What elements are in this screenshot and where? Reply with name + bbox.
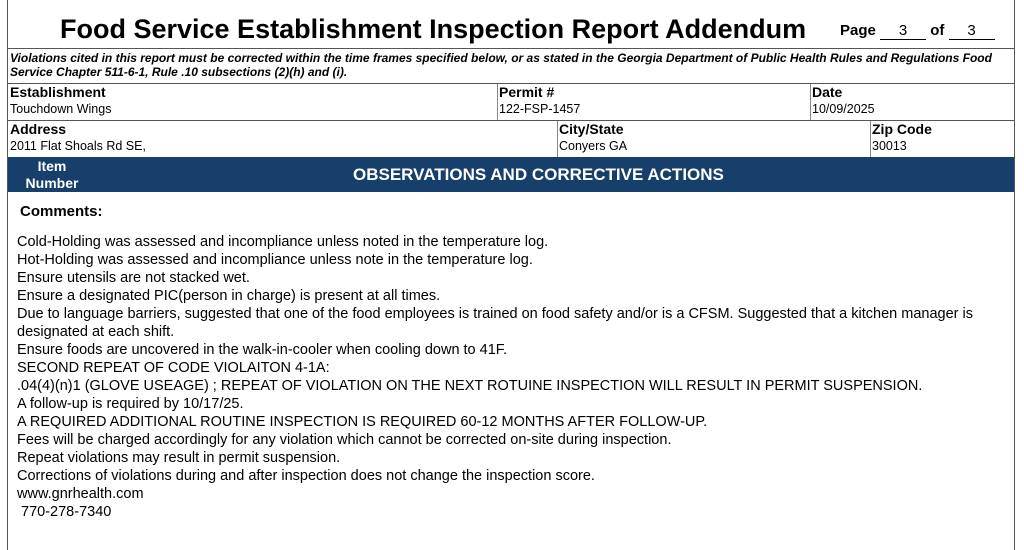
divider: [8, 120, 1014, 121]
address-label: Address: [10, 121, 67, 137]
comment-line: Ensure utensils are not stacked wet.: [17, 270, 250, 286]
intro-notice: Violations cited in this report must be corrected within the time frames specified below, or as stated in the Georgia Department of Public Health Rules and Regulations Food Service Chapter 511-6-1, Rule .10 subsections (2)(h) and (i).: [10, 51, 992, 79]
comment-line: Repeat violations may result in permit suspension.: [17, 450, 341, 466]
comment-line: .04(4)(n)1 (GLOVE USEAGE) ; REPEAT OF VIOLATION ON THE NEXT ROTUINE INSPECTION WILL RESULT IN PERMIT SUSPENSION.: [17, 378, 923, 394]
observations-banner: [8, 157, 1014, 192]
comment-line: Ensure a designated PIC(person in charge) is present at all times.: [17, 288, 441, 304]
comment-line: 770-278-7340: [17, 504, 112, 520]
item-number-header: Item Number: [25, 158, 79, 191]
comment-line: SECOND REPEAT OF CODE VIOLAITON 4-1A:: [17, 360, 330, 376]
of-label: of: [930, 22, 945, 39]
title-row: [8, 10, 1016, 48]
comment-line: www.gnrhealth.com: [17, 486, 144, 502]
divider: [810, 84, 811, 120]
page-indicator: [840, 22, 995, 40]
comment-line: A REQUIRED ADDITIONAL ROUTINE INSPECTION IS REQUIRED 60-12 MONTHS AFTER FOLLOW-UP.: [17, 414, 708, 430]
comment-line: Corrections of violations during and after inspection does not change the inspection score.: [17, 468, 595, 484]
date-value: 10/09/2025: [812, 102, 875, 116]
page-current: 3: [880, 23, 926, 40]
report-title: Food Service Establishment Inspection Report Addendum: [60, 14, 807, 44]
divider: [497, 84, 498, 120]
comment-line: Hot-Holding was assessed and incompliance unless note in the temperature log.: [17, 252, 533, 268]
divider: [557, 121, 558, 157]
divider: [870, 121, 871, 157]
zip-code-value: 30013: [872, 139, 907, 153]
page-label: Page: [840, 22, 876, 39]
comment-line: Ensure foods are uncovered in the walk-in-cooler when cooling down to 41F.: [17, 342, 508, 358]
page-total: 3: [949, 23, 995, 40]
permit-label: Permit #: [499, 84, 555, 100]
comment-line: Due to language barriers, suggested that one of the food employees is trained on food safety and/or is a CFSM. Suggested that a kitchen manager is designated at each shift.: [17, 306, 977, 340]
comment-line: Fees will be charged accordingly for any violation which cannot be corrected on-site during inspection.: [17, 432, 672, 448]
establishment-label: Establishment: [10, 84, 106, 100]
report-frame: [7, 0, 1015, 550]
comments-heading: Comments:: [20, 203, 103, 220]
city-state-label: City/State: [559, 121, 624, 137]
establishment-value: Touchdown Wings: [10, 102, 112, 116]
permit-value: 122-FSP-1457: [499, 102, 581, 116]
comment-line: A follow-up is required by 10/17/25.: [17, 396, 244, 412]
observations-heading: OBSERVATIONS AND CORRECTIVE ACTIONS: [353, 165, 724, 184]
address-value: 2011 Flat Shoals Rd SE,: [10, 139, 146, 153]
divider: [8, 48, 1014, 49]
city-state-value: Conyers GA: [559, 139, 628, 153]
comment-line: Cold-Holding was assessed and incompliance unless noted in the temperature log.: [17, 234, 549, 250]
date-label: Date: [812, 84, 843, 100]
comments-list: [17, 233, 1011, 521]
zip-code-label: Zip Code: [872, 121, 932, 137]
